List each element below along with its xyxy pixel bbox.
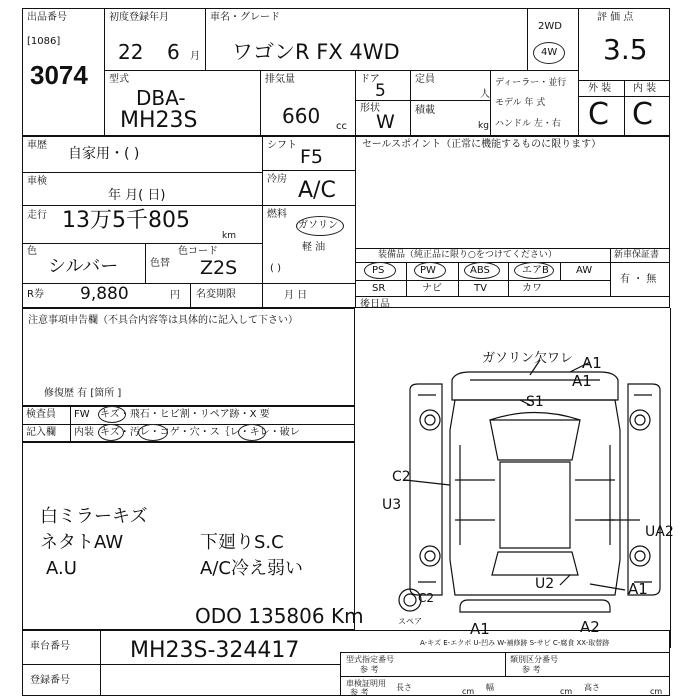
damage-legend: A-キズ E-エクボ U-凹み W-補修跡 S-サビ C-腐食 XX-取替跡: [420, 639, 610, 647]
displacement-unit: cc: [336, 121, 347, 132]
inspector-interior-label: 内装: [74, 427, 94, 438]
color-value: シルバー: [48, 256, 119, 277]
inspection-label: 車検: [27, 176, 47, 187]
notes-label: 注意事項申告欄（不具合内容等は具体的に記入して下さい）: [28, 315, 298, 326]
type-value-1: DBA-: [136, 86, 186, 110]
load-label: 積載: [415, 105, 435, 116]
name-grade-label: 車名・グレード: [210, 12, 280, 23]
note-line-4: 下廻りS.C: [200, 532, 284, 553]
cm-unit-1: cm: [462, 687, 475, 696]
shift-label: シフト: [267, 140, 297, 151]
mark-a1-bottom: A1: [470, 620, 490, 638]
mark-u3: U3: [382, 497, 402, 513]
exterior-label: 外 装: [588, 83, 612, 94]
mileage-label: 走行: [27, 210, 47, 221]
equip-abs: ABS: [470, 265, 490, 276]
ref-label-3: 参 考: [350, 688, 369, 697]
drive-4wd: 4W: [541, 47, 558, 58]
mileage-value: 13万5千805: [62, 208, 190, 233]
equip-ps: PS: [372, 265, 385, 276]
fuel-label: 燃料: [267, 209, 287, 220]
displacement-value: 660: [282, 104, 321, 128]
mileage-unit: km: [222, 231, 236, 241]
note-line-2: ネタトAW: [40, 532, 124, 553]
handle-label: ハンドル 左・右: [495, 119, 561, 129]
doors-value: 5: [375, 81, 386, 101]
exterior-value: C: [588, 97, 609, 132]
fuel-petrol: ガソリン: [298, 220, 338, 231]
inspector-label-1: 検査員: [26, 409, 56, 420]
lot-label: 出品番号: [27, 12, 67, 23]
length-label: 長さ: [396, 683, 412, 692]
model-year-label: モデル 年 式: [495, 98, 546, 108]
color-change-label: 色替: [150, 258, 170, 269]
mark-a2: A2: [580, 618, 600, 636]
first-reg-label: 初度登録年月: [109, 12, 169, 23]
mark-a1-top2: A1: [572, 372, 592, 390]
equip-pw: PW: [420, 265, 436, 276]
mark-c2-spare: C2: [418, 591, 435, 605]
fuel-diesel: 軽 油: [302, 242, 326, 253]
equipment-label: 装備品（純正品に限り○をつけてください）: [378, 250, 557, 260]
mark-s1: S1: [526, 394, 544, 410]
ac-label: 冷房: [267, 174, 287, 185]
warranty-value: 有 ・ 無: [620, 274, 657, 285]
capacity-label: 定員: [415, 74, 435, 85]
color-code-value: Z2S: [200, 257, 238, 279]
note-line-6: ODO 135806 Km: [195, 604, 364, 628]
fuel-other: ( ): [270, 263, 281, 274]
name-grade-value: ワゴンR FX 4WD: [232, 40, 400, 64]
type-value-2: MH23S: [120, 108, 198, 133]
hood-note: ガソリン欠ワレ: [482, 351, 574, 366]
equip-aw: AW: [576, 265, 593, 276]
inspector-fw-label: FW: [74, 409, 90, 420]
color-label: 色: [27, 246, 37, 257]
cm-unit-3: cm: [650, 687, 663, 696]
cert-label: 車検証明用: [346, 679, 386, 688]
equip-leather: カワ: [522, 283, 542, 294]
equip-navi: ナビ: [422, 283, 442, 294]
mark-u2: U2: [535, 576, 555, 592]
note-line-1: 白ミラーキズ: [40, 506, 148, 527]
load-unit: kg: [478, 121, 489, 131]
chassis-value: MH23S-324417: [130, 638, 300, 663]
mark-a1-right: A1: [628, 580, 648, 598]
capacity-unit: 人: [480, 89, 490, 100]
first-reg-year: 22: [118, 40, 144, 64]
height-label: 高さ: [584, 683, 600, 692]
spare-label: スペア: [398, 617, 422, 626]
lot-small-number: [1086]: [27, 36, 61, 47]
name-change-value: 月 日: [284, 290, 308, 301]
recycle-label: R券: [27, 289, 44, 300]
score-label: 評 価 点: [597, 12, 634, 23]
shift-value: F5: [300, 146, 324, 168]
cm-unit-2: cm: [560, 687, 573, 696]
equip-tv: TV: [474, 283, 487, 294]
recycle-unit: 円: [170, 290, 180, 301]
score-value: 3.5: [603, 33, 648, 66]
name-change-label: 名変期限: [196, 289, 236, 300]
chassis-label: 車台番号: [30, 641, 70, 652]
lot-number: 3074: [30, 60, 88, 90]
shape-label: 形状: [360, 103, 380, 114]
history-label: 車歴: [27, 140, 47, 151]
note-line-5: A/C冷え弱い: [200, 558, 303, 579]
shape-value: W: [376, 111, 395, 133]
mark-ua2: UA2: [645, 524, 674, 540]
interior-label: 内 装: [633, 83, 657, 94]
inspection-value: 年 月( 日): [108, 188, 166, 203]
interior-value: C: [632, 97, 653, 132]
ref-label-2: 参 考: [522, 665, 541, 674]
recycle-value: 9,880: [80, 284, 129, 304]
selling-points-label: セールスポイント（正常に機能するものに限ります）: [362, 139, 602, 150]
mark-a1-top: A1: [582, 354, 602, 372]
color-code-label: 色コード: [178, 246, 218, 257]
displacement-label: 排気量: [265, 74, 295, 85]
mark-c2-side: C2: [392, 469, 411, 485]
reg-label: 登録番号: [30, 675, 70, 686]
width-label: 幅: [486, 683, 494, 692]
note-line-3: A.U: [46, 558, 77, 579]
first-reg-month: 6: [167, 40, 180, 64]
inspector-interior-items: キズ・汚レ・コゲ・穴・ス｛レ・キレ・破レ: [100, 427, 300, 438]
inspector-fw-items: キズ・飛石・ヒビ割・リペア跡・X 要: [100, 409, 270, 420]
drive-2wd: 2WD: [538, 21, 562, 32]
doors-label: ドア: [360, 74, 380, 85]
inspector-label-2: 記入欄: [26, 427, 56, 438]
ac-value: A/C: [298, 178, 336, 203]
month-unit: 月: [190, 51, 200, 62]
history-value: 自家用・( ): [68, 146, 140, 162]
type-label: 型式: [109, 74, 129, 85]
dealer-label: ディーラー・並行: [495, 78, 567, 88]
ref-label-1: 参 考: [360, 665, 379, 674]
aftermarket-label: 後日品: [360, 299, 390, 310]
type-designation-label: 型式指定番号: [346, 655, 394, 664]
equip-airbag: エアB: [522, 265, 549, 276]
warranty-label: 新車保証書: [614, 250, 660, 260]
equip-sr: SR: [372, 283, 386, 294]
class-label: 類別区分番号: [510, 655, 558, 664]
repair-history: 修復歴 有 [箇所 ]: [44, 388, 122, 399]
